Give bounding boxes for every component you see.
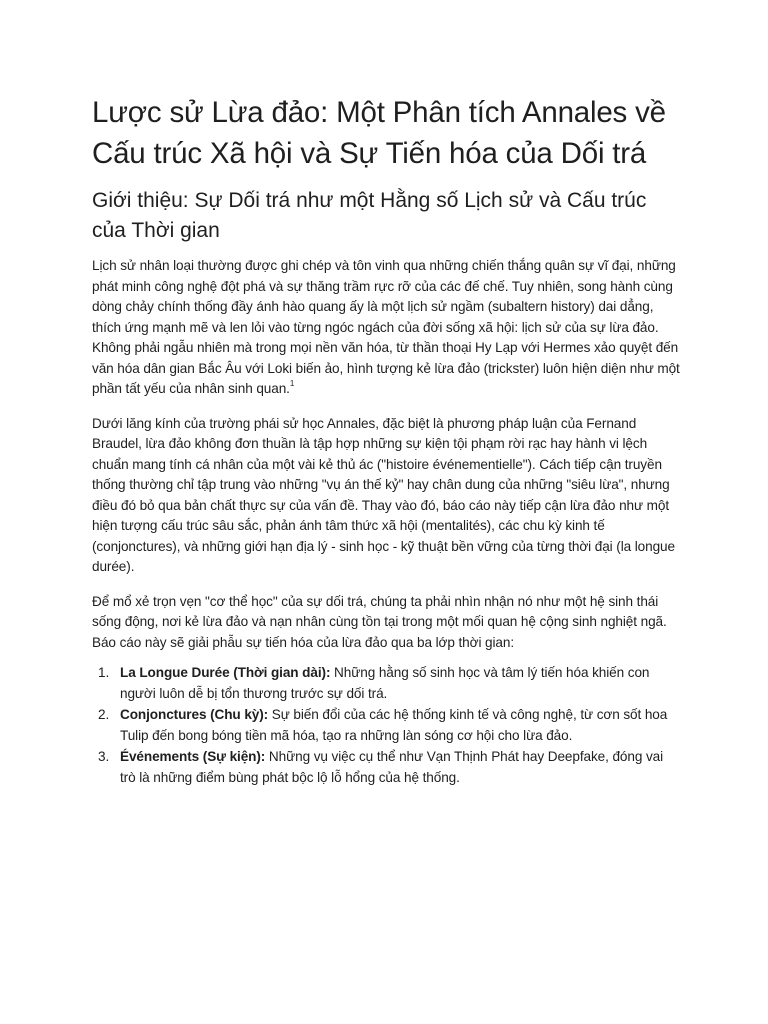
list-number: 3. (98, 749, 110, 764)
list-item (92, 747, 680, 788)
list-term: Conjonctures (Chu kỳ): (120, 707, 269, 722)
list-item (92, 705, 680, 746)
list-term: Événements (Sự kiện): (120, 749, 266, 764)
document-title: Lược sử Lừa đảo: Một Phân tích Annales về Cấu trúc Xã hội và Sự Tiến hóa của Dối trá (92, 96, 666, 170)
intro-paragraph-1 (92, 256, 680, 400)
list-item (92, 663, 680, 704)
footnote-marker[interactable]: 1 (289, 379, 295, 389)
intro-paragraph-3: Để mổ xẻ trọn vẹn "cơ thể học" của sự dối trá, chúng ta phải nhìn nhận nó như một hệ sinh thái sống động, nơi kẻ lừa đảo và nạn nhân cùng tồn tại trong một mối quan hệ cộng sinh nghiệt ngã. Báo cáo này sẽ giải phẫu sự tiến hóa của lừa đảo qua ba lớp thời gian: (92, 593, 667, 650)
section-heading: Giới thiệu: Sự Dối trá như một Hằng số Lịch sử và Cấu trúc của Thời gian (92, 189, 647, 242)
list-text: Những vụ việc cụ thể như Vạn Thịnh Phát hay Deepfake, đóng vai trò là những điểm bùng phát bộc lộ lỗ hổng của hệ thống. (120, 749, 664, 785)
list-text: Sự biến đổi của các hệ thống kinh tế và công nghệ, từ cơn sốt hoa Tulip đến bong bóng tiền mã hóa, tạo ra những làn sóng cơ hội cho lừa đảo. (120, 707, 668, 743)
list-text: Những hằng số sinh học và tâm lý tiến hóa khiến con người luôn dễ bị tổn thương trước sự dối trá. (120, 665, 650, 701)
paragraph-text: Lịch sử nhân loại thường được ghi chép và tôn vinh qua những chiến thắng quân sự vĩ đại, những phát minh công nghệ đột phá và sự thăng trầm rực rỡ của các đế chế. Tuy nhiên, song hành cùng dòng chảy chính thống đầy ánh hào quang ấy là một lịch sử ngầm (subaltern history) dai dẳng, thích ứng mạnh mẽ và len lỏi vào từng ngóc ngách của đời sống xã hội: lịch sử của sự lừa đảo. Không phải ngẫu nhiên mà trong mọi nền văn hóa, từ thần thoại Hy Lạp với Hermes xảo quyệt đến văn hóa dân gian Bắc Âu với Loki biến ảo, hình tượng kẻ lừa đảo (trickster) luôn hiện diện như một phần tất yếu của nhân sinh quan. (92, 258, 680, 396)
list-term: La Longue Durée (Thời gian dài): (120, 665, 331, 680)
intro-paragraph-2: Dưới lăng kính của trường phái sử học Annales, đặc biệt là phương pháp luận của Fernand Braudel, lừa đảo không đơn thuần là tập hợp những sự kiện tội phạm rời rạc hay hành vi lệch chuẩn mang tính cá nhân của một vài kẻ thủ ác ("histoire événementielle"). Cách tiếp cận truyền thống thường chỉ tập trung vào những "vụ án thế kỷ" hay chân dung của những "siêu lừa", nhưng điều đó bỏ qua bản chất thực sự của vấn đề. Thay vào đó, báo cáo này tiếp cận lừa đảo như một hiện tượng cấu trúc sâu sắc, phản ánh tâm thức xã hội (mentalités), các chu kỳ kinh tế (conjonctures), và những giới hạn địa lý - sinh học - kỹ thuật bền vững của từng thời đại (la longue durée). (92, 415, 675, 574)
time-layers-list (92, 663, 680, 788)
document-page (92, 92, 680, 789)
list-number: 2. (98, 707, 110, 722)
list-number: 1. (98, 665, 110, 680)
